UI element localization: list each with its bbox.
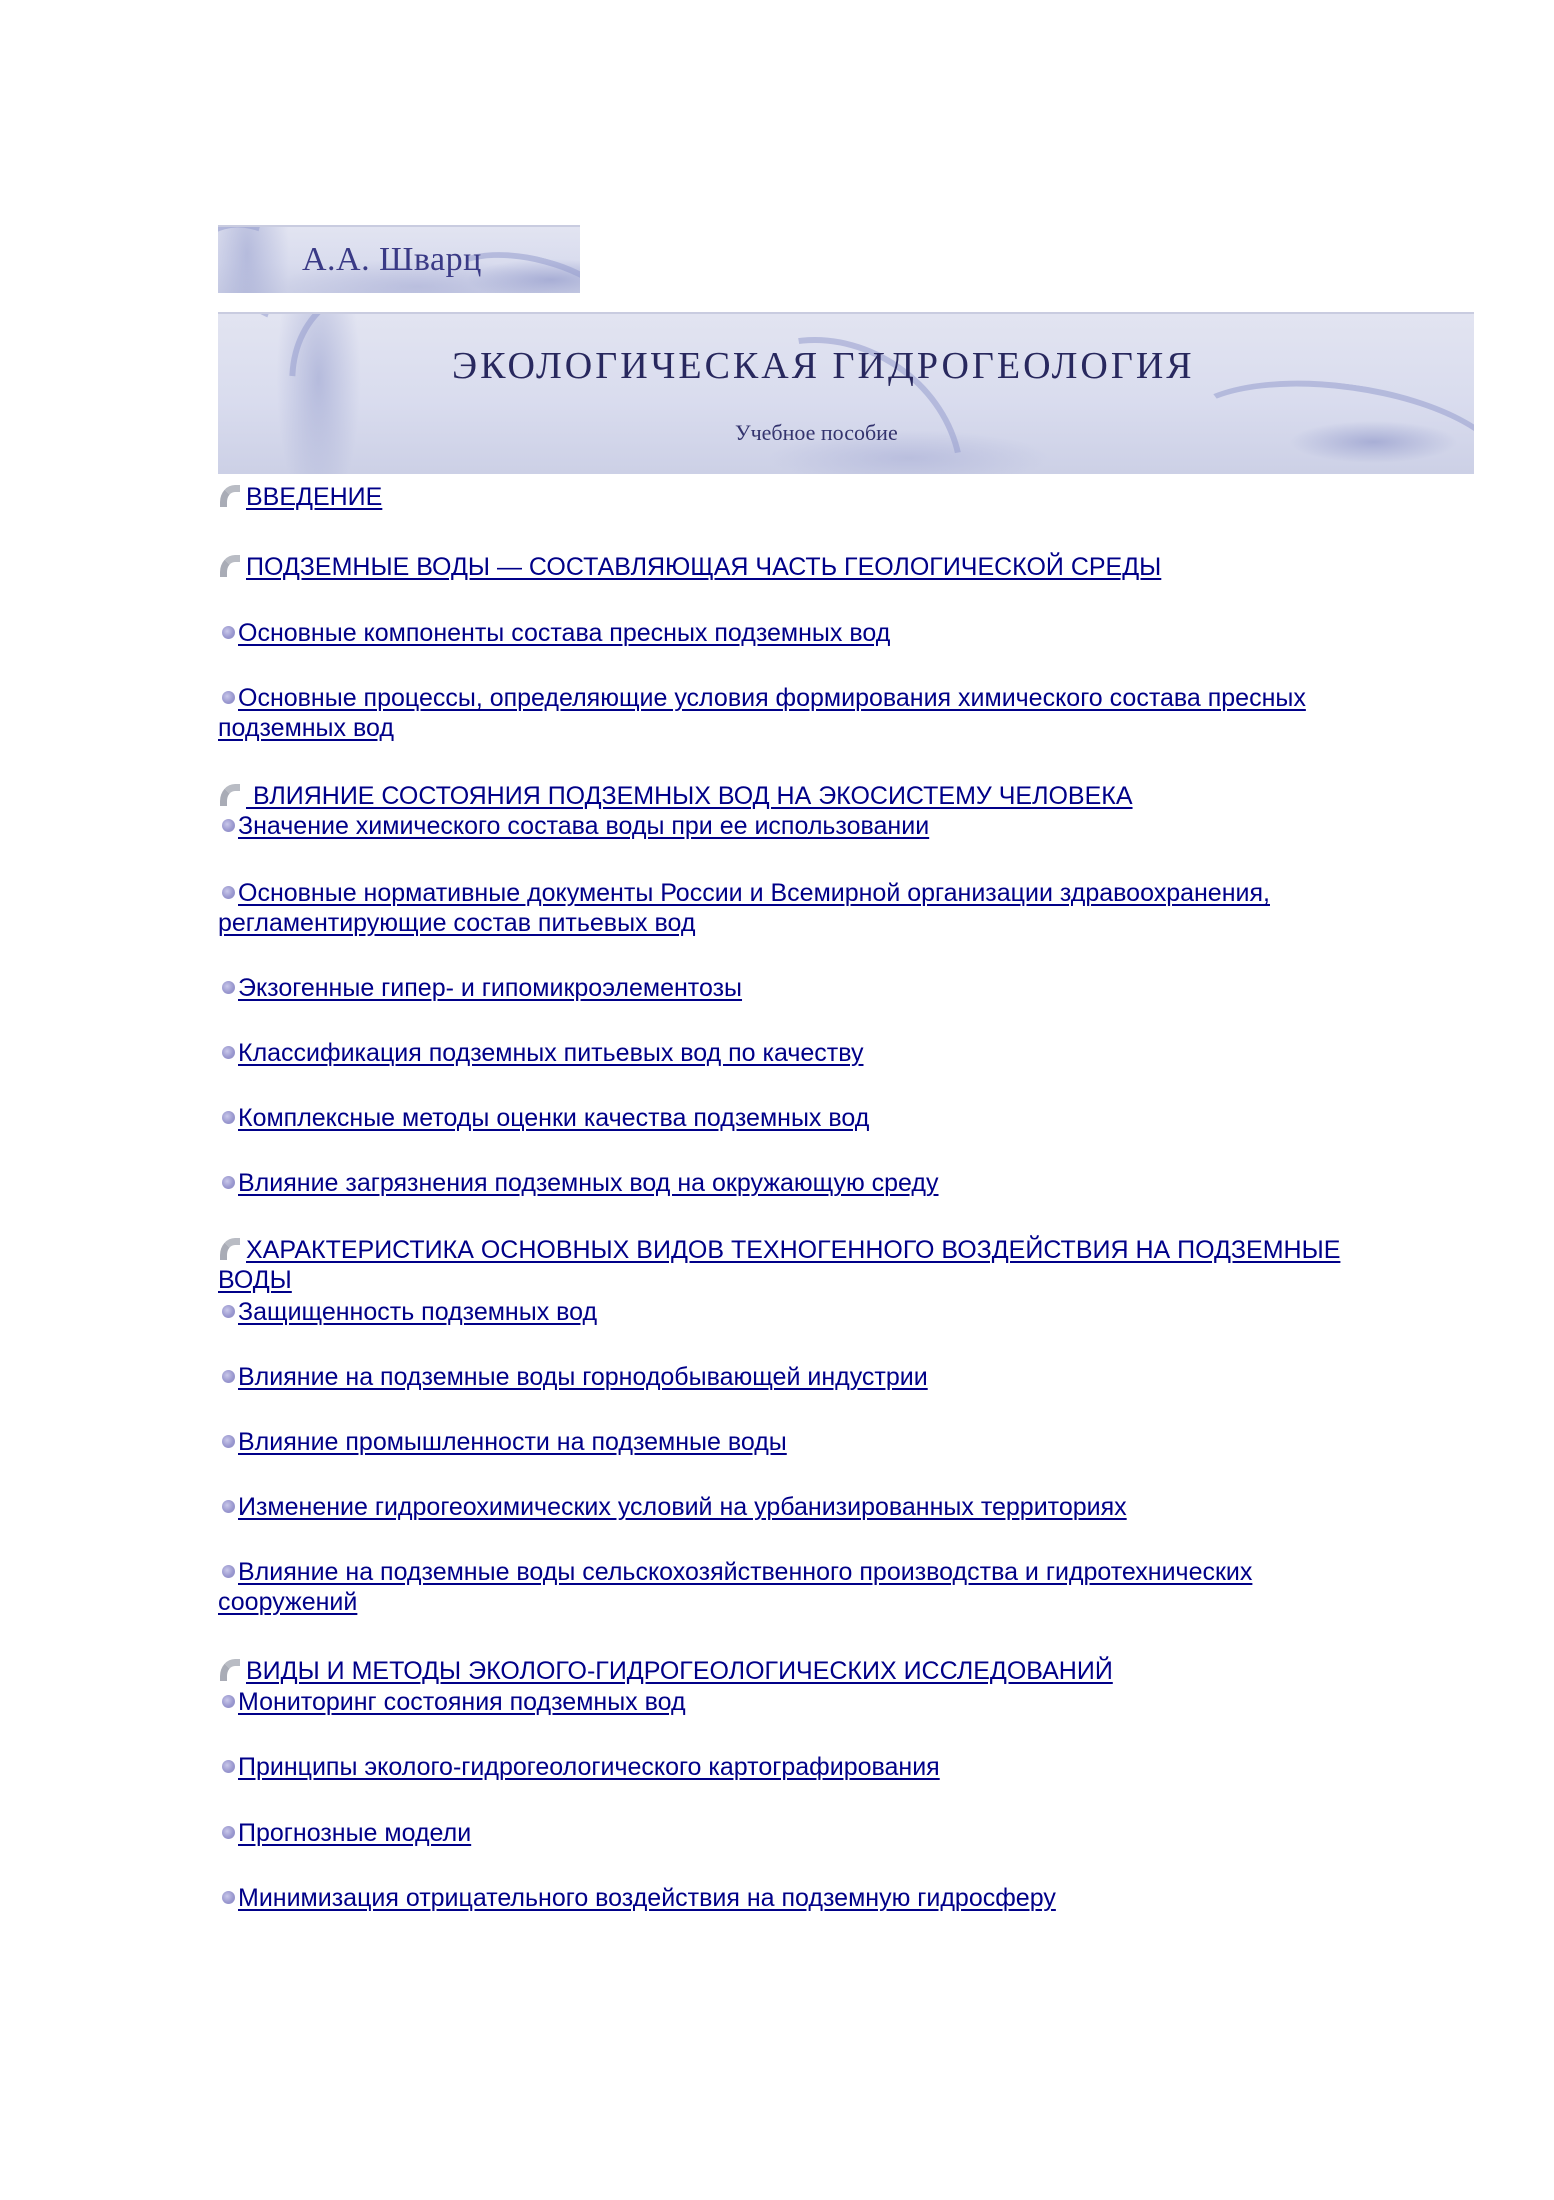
bullet-icon (222, 1370, 235, 1383)
toc-item (218, 683, 1358, 743)
item-link[interactable]: Защищенность подземных вод (238, 1298, 598, 1326)
toc-item (218, 1038, 1358, 1068)
swoosh-icon (218, 1657, 240, 1681)
toc-section (218, 482, 1358, 512)
item-link[interactable]: Изменение гидрогеохимических условий на урбанизированных территориях (238, 1493, 1127, 1521)
toc-section (218, 1235, 1358, 1295)
book-title: ЭКОЛОГИЧЕСКАЯ ГИДРОГЕОЛОГИЯ (452, 345, 1195, 387)
bullet-icon (222, 981, 235, 994)
bullet-icon (222, 1891, 235, 1904)
toc-item (218, 811, 1358, 841)
bullet-icon (222, 1826, 235, 1839)
item-link[interactable]: Значение химического состава воды при ее использовании (238, 812, 930, 840)
item-link[interactable]: Основные процессы, определяющие условия формирования химического состава пресных подземных вод (218, 684, 1306, 742)
toc-item (218, 1557, 1358, 1617)
toc-item (218, 1427, 1358, 1457)
item-link[interactable]: Минимизация отрицательного воздействия на подземную гидросферу (238, 1884, 1056, 1912)
item-link[interactable]: Основные нормативные документы России и Всемирной организации здравоохранения, регламентирующие состав питьевых вод (218, 879, 1270, 937)
bullet-icon (222, 626, 235, 639)
bullet-icon (222, 1111, 235, 1124)
toc-item (218, 618, 1358, 648)
bullet-icon (222, 1176, 235, 1189)
item-link[interactable]: Влияние на подземные воды горнодобывающей индустрии (238, 1363, 928, 1391)
section-link-technogenic-impact[interactable]: ХАРАКТЕРИСТИКА ОСНОВНЫХ ВИДОВ ТЕХНОГЕННОГО ВОЗДЕЙСТВИЯ НА ПОДЗЕМНЫЕ ВОДЫ (218, 1236, 1341, 1294)
bullet-icon (222, 886, 235, 899)
author-banner (218, 225, 580, 293)
toc-item (218, 1168, 1358, 1198)
item-link[interactable]: Классификация подземных питьевых вод по качеству (238, 1039, 864, 1067)
item-link[interactable]: Влияние загрязнения подземных вод на окружающую среду (238, 1169, 939, 1197)
item-link[interactable]: Принципы эколого-гидрогеологического картографирования (238, 1753, 940, 1781)
toc-item (218, 1297, 1358, 1327)
swoosh-icon (218, 553, 240, 577)
bullet-icon (222, 1565, 235, 1578)
swoosh-icon (218, 1236, 240, 1260)
item-link[interactable]: Влияние на подземные воды сельскохозяйственного производства и гидротехнических сооружений (218, 1558, 1253, 1616)
toc-item (218, 1362, 1358, 1392)
item-link[interactable]: Комплексные методы оценки качества подземных вод (238, 1104, 870, 1132)
item-link[interactable]: Основные компоненты состава пресных подземных вод (238, 619, 891, 647)
toc-item (218, 1818, 1358, 1848)
toc-section (218, 552, 1358, 582)
toc-item (218, 1883, 1358, 1913)
bullet-icon (222, 819, 235, 832)
toc-item (218, 1687, 1358, 1717)
bullet-icon (222, 691, 235, 704)
swoosh-icon (218, 782, 240, 806)
section-link-research-methods[interactable]: ВИДЫ И МЕТОДЫ ЭКОЛОГО-ГИДРОГЕОЛОГИЧЕСКИХ ИССЛЕДОВАНИЙ (246, 1657, 1113, 1685)
bullet-icon (222, 1435, 235, 1448)
book-subtitle: Учебное пособие (735, 420, 898, 445)
bullet-icon (222, 1760, 235, 1773)
swoosh-icon (218, 483, 240, 507)
bullet-icon (222, 1695, 235, 1708)
bullet-icon (222, 1305, 235, 1318)
author-name: А.А. Шварц (302, 241, 482, 278)
section-link-groundwater-geological-environment[interactable]: ПОДЗЕМНЫЕ ВОДЫ — СОСТАВЛЯЮЩАЯ ЧАСТЬ ГЕОЛОГИЧЕСКОЙ СРЕДЫ (246, 553, 1162, 581)
bullet-icon (222, 1500, 235, 1513)
toc-item (218, 878, 1358, 938)
toc-item (218, 1752, 1358, 1782)
item-link[interactable]: Прогнозные модели (238, 1819, 472, 1847)
toc-item (218, 1492, 1358, 1522)
toc-section (218, 1656, 1358, 1686)
item-link[interactable]: Мониторинг состояния подземных вод (238, 1688, 686, 1716)
item-link[interactable]: Влияние промышленности на подземные воды (238, 1428, 787, 1456)
toc-item (218, 1103, 1358, 1133)
toc-item (218, 973, 1358, 1003)
section-link-human-ecosystem[interactable]: ВЛИЯНИЕ СОСТОЯНИЯ ПОДЗЕМНЫХ ВОД НА ЭКОСИСТЕМУ ЧЕЛОВЕКА (246, 782, 1133, 810)
item-link[interactable]: Экзогенные гипер- и гипомикроэлементозы (238, 974, 743, 1002)
section-link-introduction[interactable]: ВВЕДЕНИЕ (246, 483, 383, 511)
bullet-icon (222, 1046, 235, 1059)
swirl-decoration (656, 312, 1012, 474)
title-banner (218, 312, 1474, 474)
toc-section (218, 781, 1358, 811)
